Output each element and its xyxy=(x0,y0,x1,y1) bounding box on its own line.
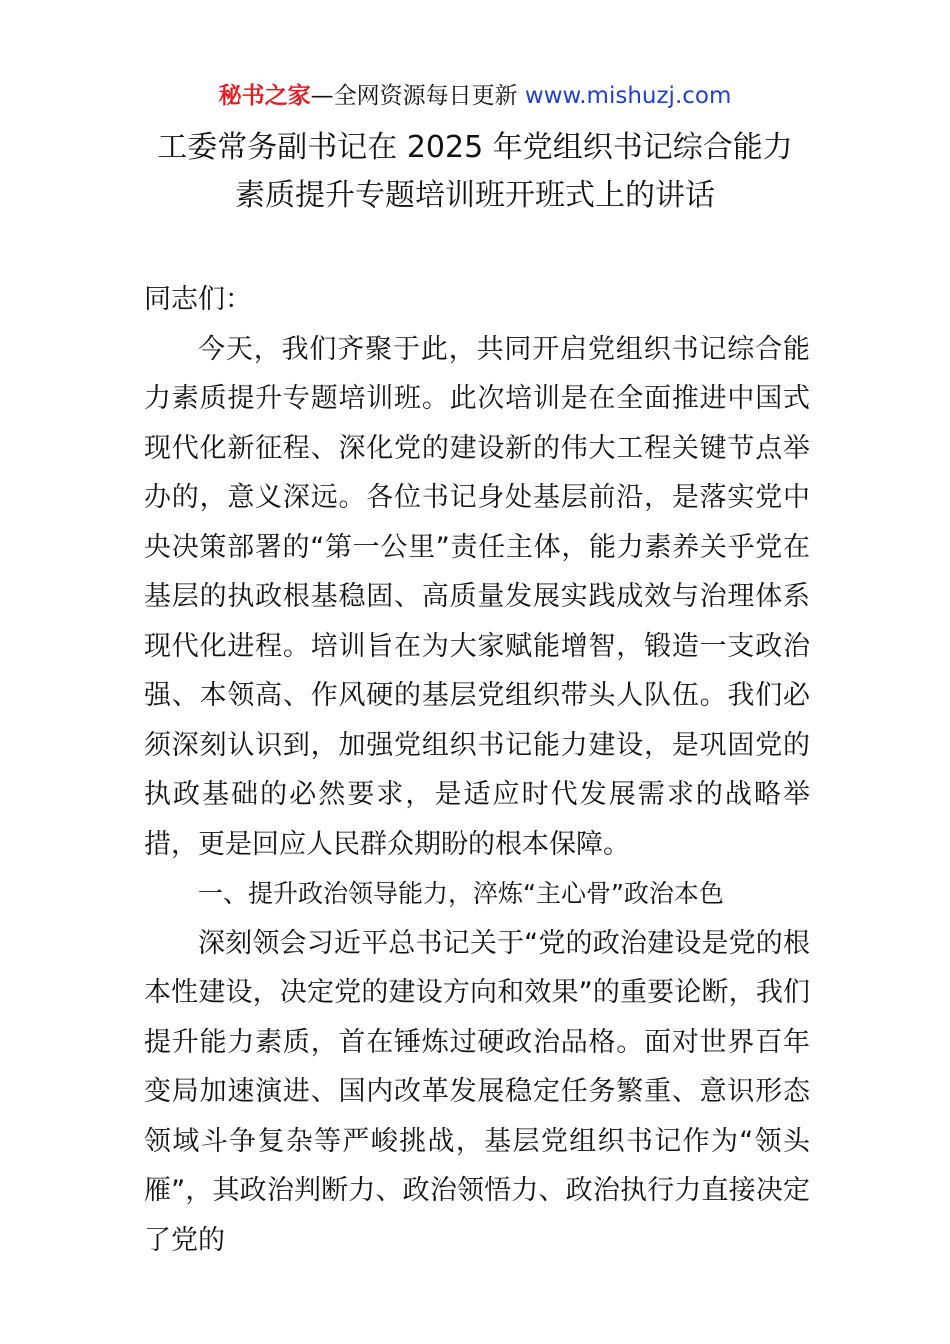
section-heading-1: 一、提升政治领导能力，淬炼“主心骨”政治本色 xyxy=(198,879,724,908)
site-brand: 秘书之家 xyxy=(218,83,311,109)
site-header xyxy=(0,80,950,112)
document-title-line-1: 工委常务副书记在 2025 年党组织书记综合能力 xyxy=(157,130,793,165)
paragraph-section-1: 深刻领会习近平总书记关于“党的政治建设是党的根本性建设，决定党的建设方向和效果”的重要论断，我们提升能力素质，首在锤炼过硬政治品格。面对世界百年变局加速演进、国内改革发展稳定任务繁重、意识形态领域斗争复杂等严峻挑战，基层党组织书记作为“领头雁”，其政治判断力、政治领悟力、政治执行力直接决定了党的 xyxy=(144,927,810,1256)
salutation: 同志们： xyxy=(144,284,252,315)
site-url-link[interactable]: www.mishuzj.com xyxy=(524,83,732,109)
site-tagline: —全网资源每日更新 xyxy=(310,83,525,109)
paragraph-intro: 今天，我们齐聚于此，共同开启党组织书记综合能力素质提升专题培训班。此次培训是在全面推进中国式现代化新征程、深化党的建设新的伟大工程关键节点举办的，意义深远。各位书记身处基层前沿，是落实党中央决策部署的“第一公里”责任主体，能力素养关乎党在基层的执政根基稳固、高质量发展实践成效与治理体系现代化进程。培训旨在为大家赋能增智，锻造一支政治强、本领高、作风硬的基层党组织带头人队伍。我们必须深刻认识到，加强党组织书记能力建设，是巩固党的执政基础的必然要求，是适应时代发展需求的战略举措，更是回应人民群众期盼的根本保障。 xyxy=(144,333,810,860)
document-body xyxy=(144,275,810,1265)
document-title-line-2: 素质提升专题培训班开班式上的讲话 xyxy=(235,178,715,213)
